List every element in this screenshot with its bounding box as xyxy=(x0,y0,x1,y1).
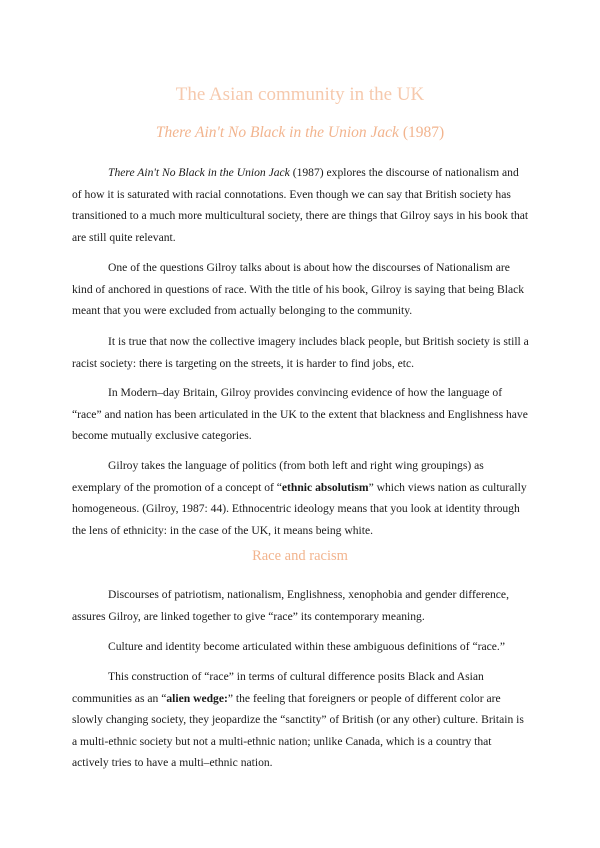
paragraph-intro xyxy=(72,162,530,248)
paragraph-intro-book-title: There Ain't No Black in the Union Jack xyxy=(108,166,290,179)
alien-wedge-before: This construction of “race” in terms of cultural difference posits Black and Asian communities as an “ xyxy=(72,670,484,705)
page-title: The Asian community in the UK xyxy=(175,84,425,105)
paragraph-discourses: Discourses of patriotism, nationalism, Englishness, xenophobia and gender difference, assures Gilroy, are linked together to give “race” its contemporary meaning. xyxy=(72,588,509,623)
alien-wedge-after: ” the feeling that foreigners or people of different color are slowly changing society, they jeopardize the “sanctity” of British (or any other) culture. Britain is a multi-ethnic society but not a multi-ethnic nation; unlike Canada, which is a country that actively tries to have a multi–ethnic nation. xyxy=(72,691,524,769)
alien-wedge-term: alien wedge: xyxy=(166,691,228,705)
section-heading-race: Race and racism xyxy=(252,548,348,564)
paragraph-culture-identity: Culture and identity become articulated within these ambiguous definitions of “race.” xyxy=(108,640,505,653)
paragraph-alien-wedge xyxy=(72,666,530,774)
paragraph-modern-britain: In Modern–day Britain, Gilroy provides convincing evidence of how the language of “race” and nation has been articulated in the UK to the extent that blackness and Englishness have become mutually exclusive categories. xyxy=(72,386,528,442)
subtitle-book-title: There Ain't No Black in the Union Jack xyxy=(155,124,399,141)
paragraph-intro-text: (1987) explores the discourse of nationalism and of how it is saturated with racial connotations. Even though we can say that British society has transitioned to a much more multicultural society, there are things that Gilroy says in his book that are still quite relevant. xyxy=(72,166,529,244)
paragraph-nationalism: One of the questions Gilroy talks about is about how the discourses of Nationalism are kind of anchored in questions of race. With the title of his book, Gilroy is saying that being Black meant that you were excluded from actually belonging to the community. xyxy=(72,261,525,317)
paragraph-racist-society: It is true that now the collective imagery includes black people, but British society is still a racist society: there is targeting on the streets, it is harder to find jobs, etc. xyxy=(72,335,529,370)
paragraph-ethnic-absolutism xyxy=(72,455,530,541)
ethnic-absolutism-term: ethnic absolutism xyxy=(281,480,369,494)
section-subtitle xyxy=(0,124,600,142)
subtitle-year: (1987) xyxy=(402,124,445,141)
ethnic-absolutism-after: ” which views nation as culturally homogeneous. (Gilroy, 1987: 44). Ethnocentric ideology means that you look at identity through the lens of ethnicity: in the case of the UK, it means being white. xyxy=(72,480,527,537)
ethnic-absolutism-before: Gilroy takes the language of politics (from both left and right wing groupings) as exemplary of the promotion of a concept of “ xyxy=(72,459,484,494)
